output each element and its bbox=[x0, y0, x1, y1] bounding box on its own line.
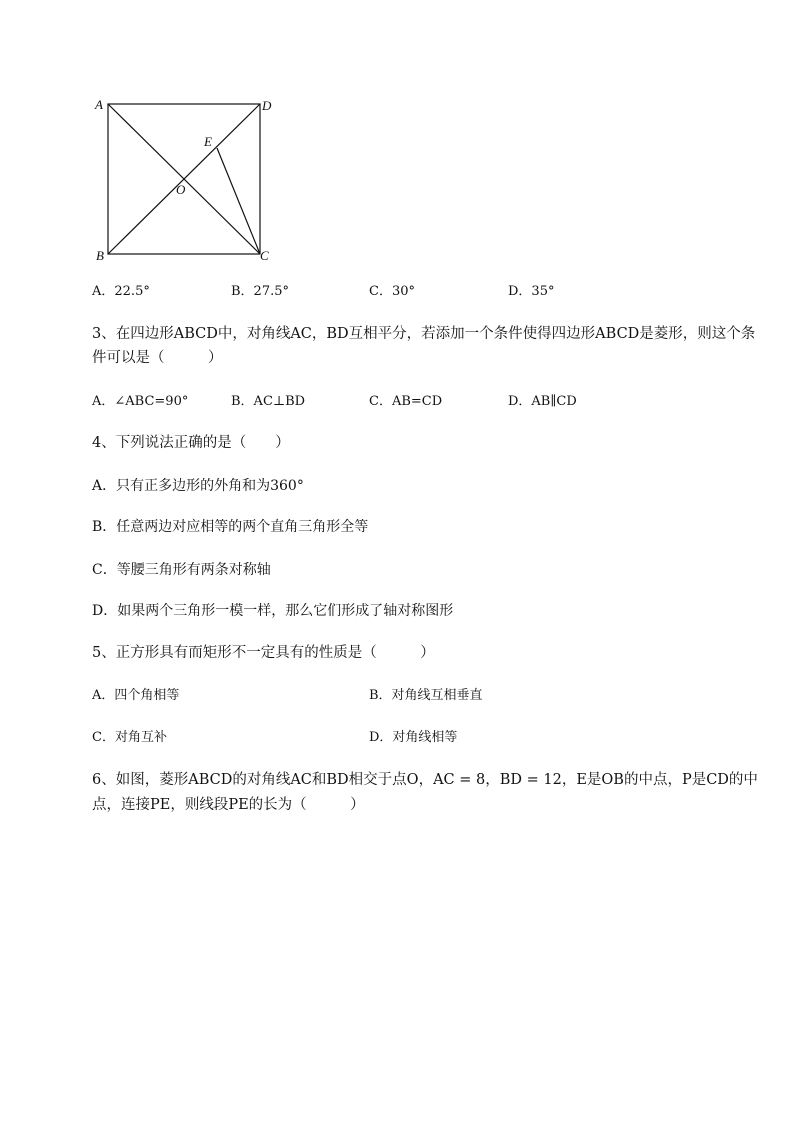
q3-stem-line2: 件可以是（ ） bbox=[92, 350, 223, 366]
label-a: A bbox=[95, 97, 103, 112]
q3-option-c: C．AB=CD bbox=[369, 394, 443, 409]
q4-option-c: C．等腰三角形有两条对称轴 bbox=[92, 562, 271, 578]
q2-option-a: A．22.5° bbox=[92, 284, 150, 299]
label-e: E bbox=[204, 134, 212, 149]
q5-option-d: D．对角线相等 bbox=[369, 730, 458, 745]
q4-stem: 4、下列说法正确的是（ ） bbox=[92, 435, 290, 451]
segment-ec bbox=[217, 148, 260, 254]
q4-option-b: B．任意两边对应相等的两个直角三角形全等 bbox=[92, 519, 369, 535]
label-b: B bbox=[96, 248, 104, 263]
label-o: O bbox=[176, 182, 186, 197]
q3-stem-line1: 3、在四边形ABCD中，对角线AC，BD互相平分，若添加一个条件使得四边形ABCD是菱形，则这个条 bbox=[92, 326, 756, 342]
q3-option-d: D．AB∥CD bbox=[508, 394, 577, 409]
q6-stem-line1: 6、如图，菱形ABCD的对角线AC和BD相交于点O，AC = 8，BD = 12，E是OB的中点，P是CD的中 bbox=[92, 772, 758, 788]
q6-stem-line2: 点，连接PE，则线段PE的长为（ ） bbox=[92, 797, 365, 813]
label-c: C bbox=[260, 248, 269, 263]
q5-option-c: C．对角互补 bbox=[92, 730, 167, 745]
q2-option-d: D．35° bbox=[508, 284, 555, 299]
q3-option-a: A．∠ABC=90° bbox=[92, 394, 189, 409]
q5-option-a: A．四个角相等 bbox=[92, 688, 180, 703]
q3-option-b: B．AC⊥BD bbox=[231, 394, 306, 409]
q2-option-c: C．30° bbox=[369, 284, 415, 299]
q4-option-d: D．如果两个三角形一模一样，那么它们形成了轴对称图形 bbox=[92, 603, 454, 619]
q5-option-b: B．对角线互相垂直 bbox=[369, 688, 483, 703]
square-diagram bbox=[90, 92, 280, 267]
q2-option-b: B．27.5° bbox=[231, 284, 289, 299]
q4-option-a: A．只有正多边形的外角和为360° bbox=[92, 478, 304, 494]
label-d: D bbox=[262, 98, 272, 113]
q5-stem: 5、正方形具有而矩形不一定具有的性质是（ ） bbox=[92, 645, 435, 661]
